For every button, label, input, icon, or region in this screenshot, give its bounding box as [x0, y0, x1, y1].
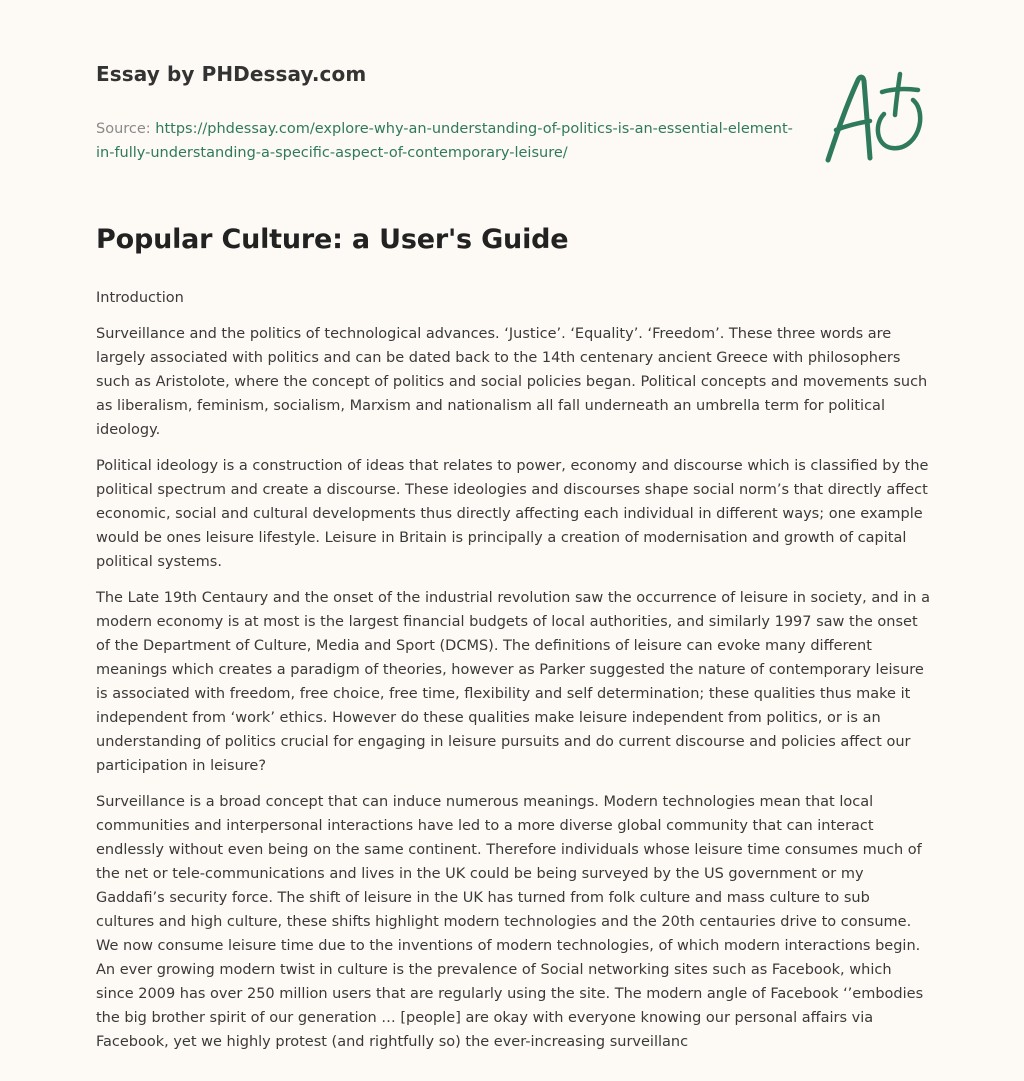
section-heading-introduction: Introduction [96, 290, 184, 306]
article-paragraph: Surveillance is a broad concept that can induce numerous meanings. Modern technologies mean that local communities and interpersonal interactions have led to a more diverse global community that can interact endlessly without even being on the same continent. Therefore individuals whose leisure time consumes much of the net or tele-communications and lives in the UK could be being surveyed by the US government or my Gaddafi’s security force. The shift of leisure in the UK has turned from folk culture and mass culture to sub cultures and high culture, these shifts highlight modern technologies and the 20th centauries drive to consume. We now consume leisure time due to the inventions of modern technologies, of which modern interactions begin. An ever growing modern twist in culture is the prevalence of Social networking sites such as Facebook, which since 2009 has over 250 million users that are regularly using the site. The modern angle of Facebook ‘’embodies the big brother spirit of our generation … [people] are okay with everyone knowing our personal affairs via Facebook, yet we highly protest (and rightfully so) the ever-increasing surveillanc [96, 794, 924, 1050]
article-paragraph: Political ideology is a construction of ideas that relates to power, economy and discourse which is classified by the political spectrum and create a discourse. These ideologies and discourses shape social norm’s that directly affect economic, social and cultural developments thus directly affecting each individual in different ways; one example would be ones leisure lifestyle. Leisure in Britain is principally a creation of modernisation and growth of capital political systems. [96, 458, 929, 570]
article-paragraph: The Late 19th Centaury and the onset of the industrial revolution saw the occurrence of leisure in society, and in a modern economy is at most is the largest financial budgets of local authorities, and similarly 1997 saw the onset of the Department of Culture, Media and Sport (DCMS). The definitions of leisure can evoke many different meanings which creates a paradigm of theories, however as Parker suggested the nature of contemporary leisure is associated with freedom, free choice, free time, flexibility and self determination; these qualities thus make it independent from ‘work’ ethics. However do these qualities make leisure independent from politics, or is an understanding of politics crucial for engaging in leisure pursuits and do current discourse and policies affect our participation in leisure? [96, 590, 930, 774]
source-link[interactable]: https://phdessay.com/explore-why-an-understanding-of-politics-is-an-essential-element-in-fully-understanding-a-specific-aspect-of-contemporary-leisure/ [96, 121, 793, 161]
article-paragraph: Surveillance and the politics of technological advances. ‘Justice’. ‘Equality’. ‘Freedom’. These three words are largely associated with politics and can be dated back to the 14th centenary ancient Greece with philosophers such as Aristolote, where the concept of politics and social policies began. Political concepts and movements such as liberalism, feminism, socialism, Marxism and nationalism all fall underneath an umbrella term for political ideology. [96, 326, 928, 438]
essay-header [96, 62, 796, 165]
source-line [96, 117, 796, 165]
source-label: Source: [96, 121, 151, 137]
article-body [96, 286, 930, 1066]
site-brand: Essay by PHDessay.com [96, 62, 367, 86]
article-title: Popular Culture: a User's Guide [96, 224, 569, 255]
a-plus-grade-icon [822, 68, 928, 164]
